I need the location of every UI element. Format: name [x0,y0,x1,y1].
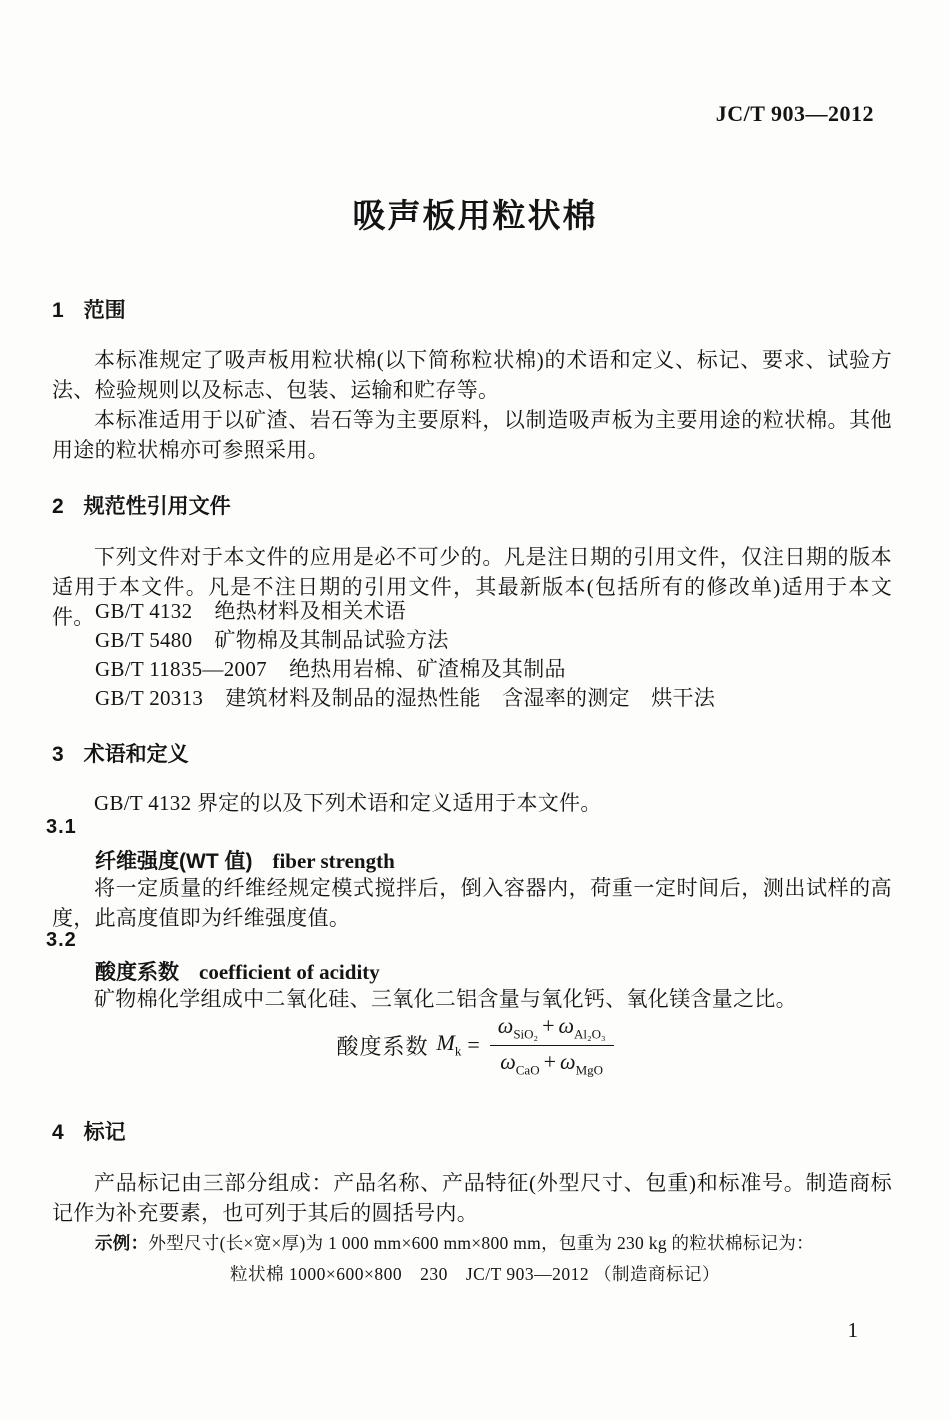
section-4-title: 标记 [83,1121,126,1144]
reference-code: GB/T 20313 [95,686,204,710]
clause-3-1-number: 3.1 [46,816,77,838]
term-en: fiber strength [272,849,395,873]
marking-example-value: 粒状棉 1000×600×800 230 JC/T 903—2012 （制造商标记） [229,1264,721,1284]
section-1-paragraph-2: 本标准适用于以矿渣、岩石等为主要原料，以制造吸声板为主要用途的粒状棉。其他用途的粒状棉亦可参照采用。 [52,408,892,462]
reference-item [95,626,892,655]
section-2-title: 规范性引用文件 [83,495,231,518]
page-number: 1 [847,1318,858,1342]
reference-code: GB/T 11835—2007 [95,657,267,681]
section-1-title: 范围 [83,299,126,322]
formula-denominator: $\omega_{CaO} + \omega_{MgO}$ [490,1045,614,1079]
marking-example-intro [95,1230,892,1255]
section-3-title: 术语和定义 [83,743,189,766]
section-4-paragraph-1: 产品标记由三部分组成：产品名称、产品特征(外型尺寸、包重)和标准号。制造商标记作为补充要素，也可列于其后的圆括号内。 [52,1171,892,1225]
reference-code: GB/T 5480 [95,628,193,652]
example-text: 外型尺寸(长×宽×厚)为 1 000 mm×600 mm×800 mm，包重为 230 kg 的粒状棉标记为： [148,1233,814,1253]
section-2-paragraph-1: 下列文件对于本文件的应用是必不可少的。凡是注日期的引用文件，仅注日期的版本适用于本文件。凡是不注日期的引用文件，其最新版本(包括所有的修改单)适用于本文件。 [52,545,892,629]
section-3-number: 3 [52,743,64,766]
term-fiber-strength [95,845,395,875]
formula-variable: $M_k$ [436,1030,462,1059]
section-1-paragraph-1: 本标准规定了吸声板用粒状棉(以下简称粒状棉)的术语和定义、标记、要求、试验方法、检验规则以及标志、包装、运输和贮存等。 [52,348,892,402]
reference-item [95,597,892,626]
example-label: 示例： [95,1233,149,1253]
reference-title: 绝热材料及相关术语 [214,599,407,623]
doc-number-header: JC/T 903—2012 [715,101,874,126]
term-fiber-strength-definition: 将一定质量的纤维经规定模式搅拌后，倒入容器内，荷重一定时间后，测出试样的高度，此高度值即为纤维强度值。 [52,876,892,930]
term-en: coefficient of acidity [199,960,380,984]
reference-item [95,684,892,713]
section-1-heading [52,294,126,324]
section-4-number: 4 [52,1121,64,1144]
section-4-heading [52,1116,126,1146]
term-zh: 纤维强度(WT 值) [95,850,253,873]
section-2-number: 2 [52,495,64,518]
formula-prefix: 酸度系数 [336,1033,429,1059]
term-coefficient-of-acidity [95,956,380,986]
section-2-heading [52,490,231,520]
term-zh: 酸度系数 [95,961,179,984]
clause-3-2-number: 3.2 [46,929,77,951]
section-3-heading [52,738,189,768]
acidity-coefficient-formula [0,1012,950,1078]
formula-equals-sign: = [467,1032,480,1058]
formula-numerator: $\omega_{SiO_2} + \omega_{Al_2O_3}$ [497,1013,606,1042]
reference-code: GB/T 4132 [95,599,193,623]
formula-fraction [490,1012,614,1078]
section-3-paragraph-1: GB/T 4132 界定的以及下列术语和定义适用于本文件。 [94,791,602,815]
term-coefficient-of-acidity-definition: 矿物棉化学组成中二氧化硅、三氧化二铝含量与氧化钙、氧化镁含量之比。 [94,987,797,1011]
doc-title: 吸声板用粒状棉 [352,197,598,234]
reference-title: 矿物棉及其制品试验方法 [214,628,449,652]
reference-title: 绝热用岩棉、矿渣棉及其制品 [288,657,566,681]
normative-references-list [95,597,892,713]
reference-title: 建筑材料及制品的湿热性能 含湿率的测定 烘干法 [225,686,716,710]
reference-item [95,655,892,684]
section-1-number: 1 [52,299,64,322]
